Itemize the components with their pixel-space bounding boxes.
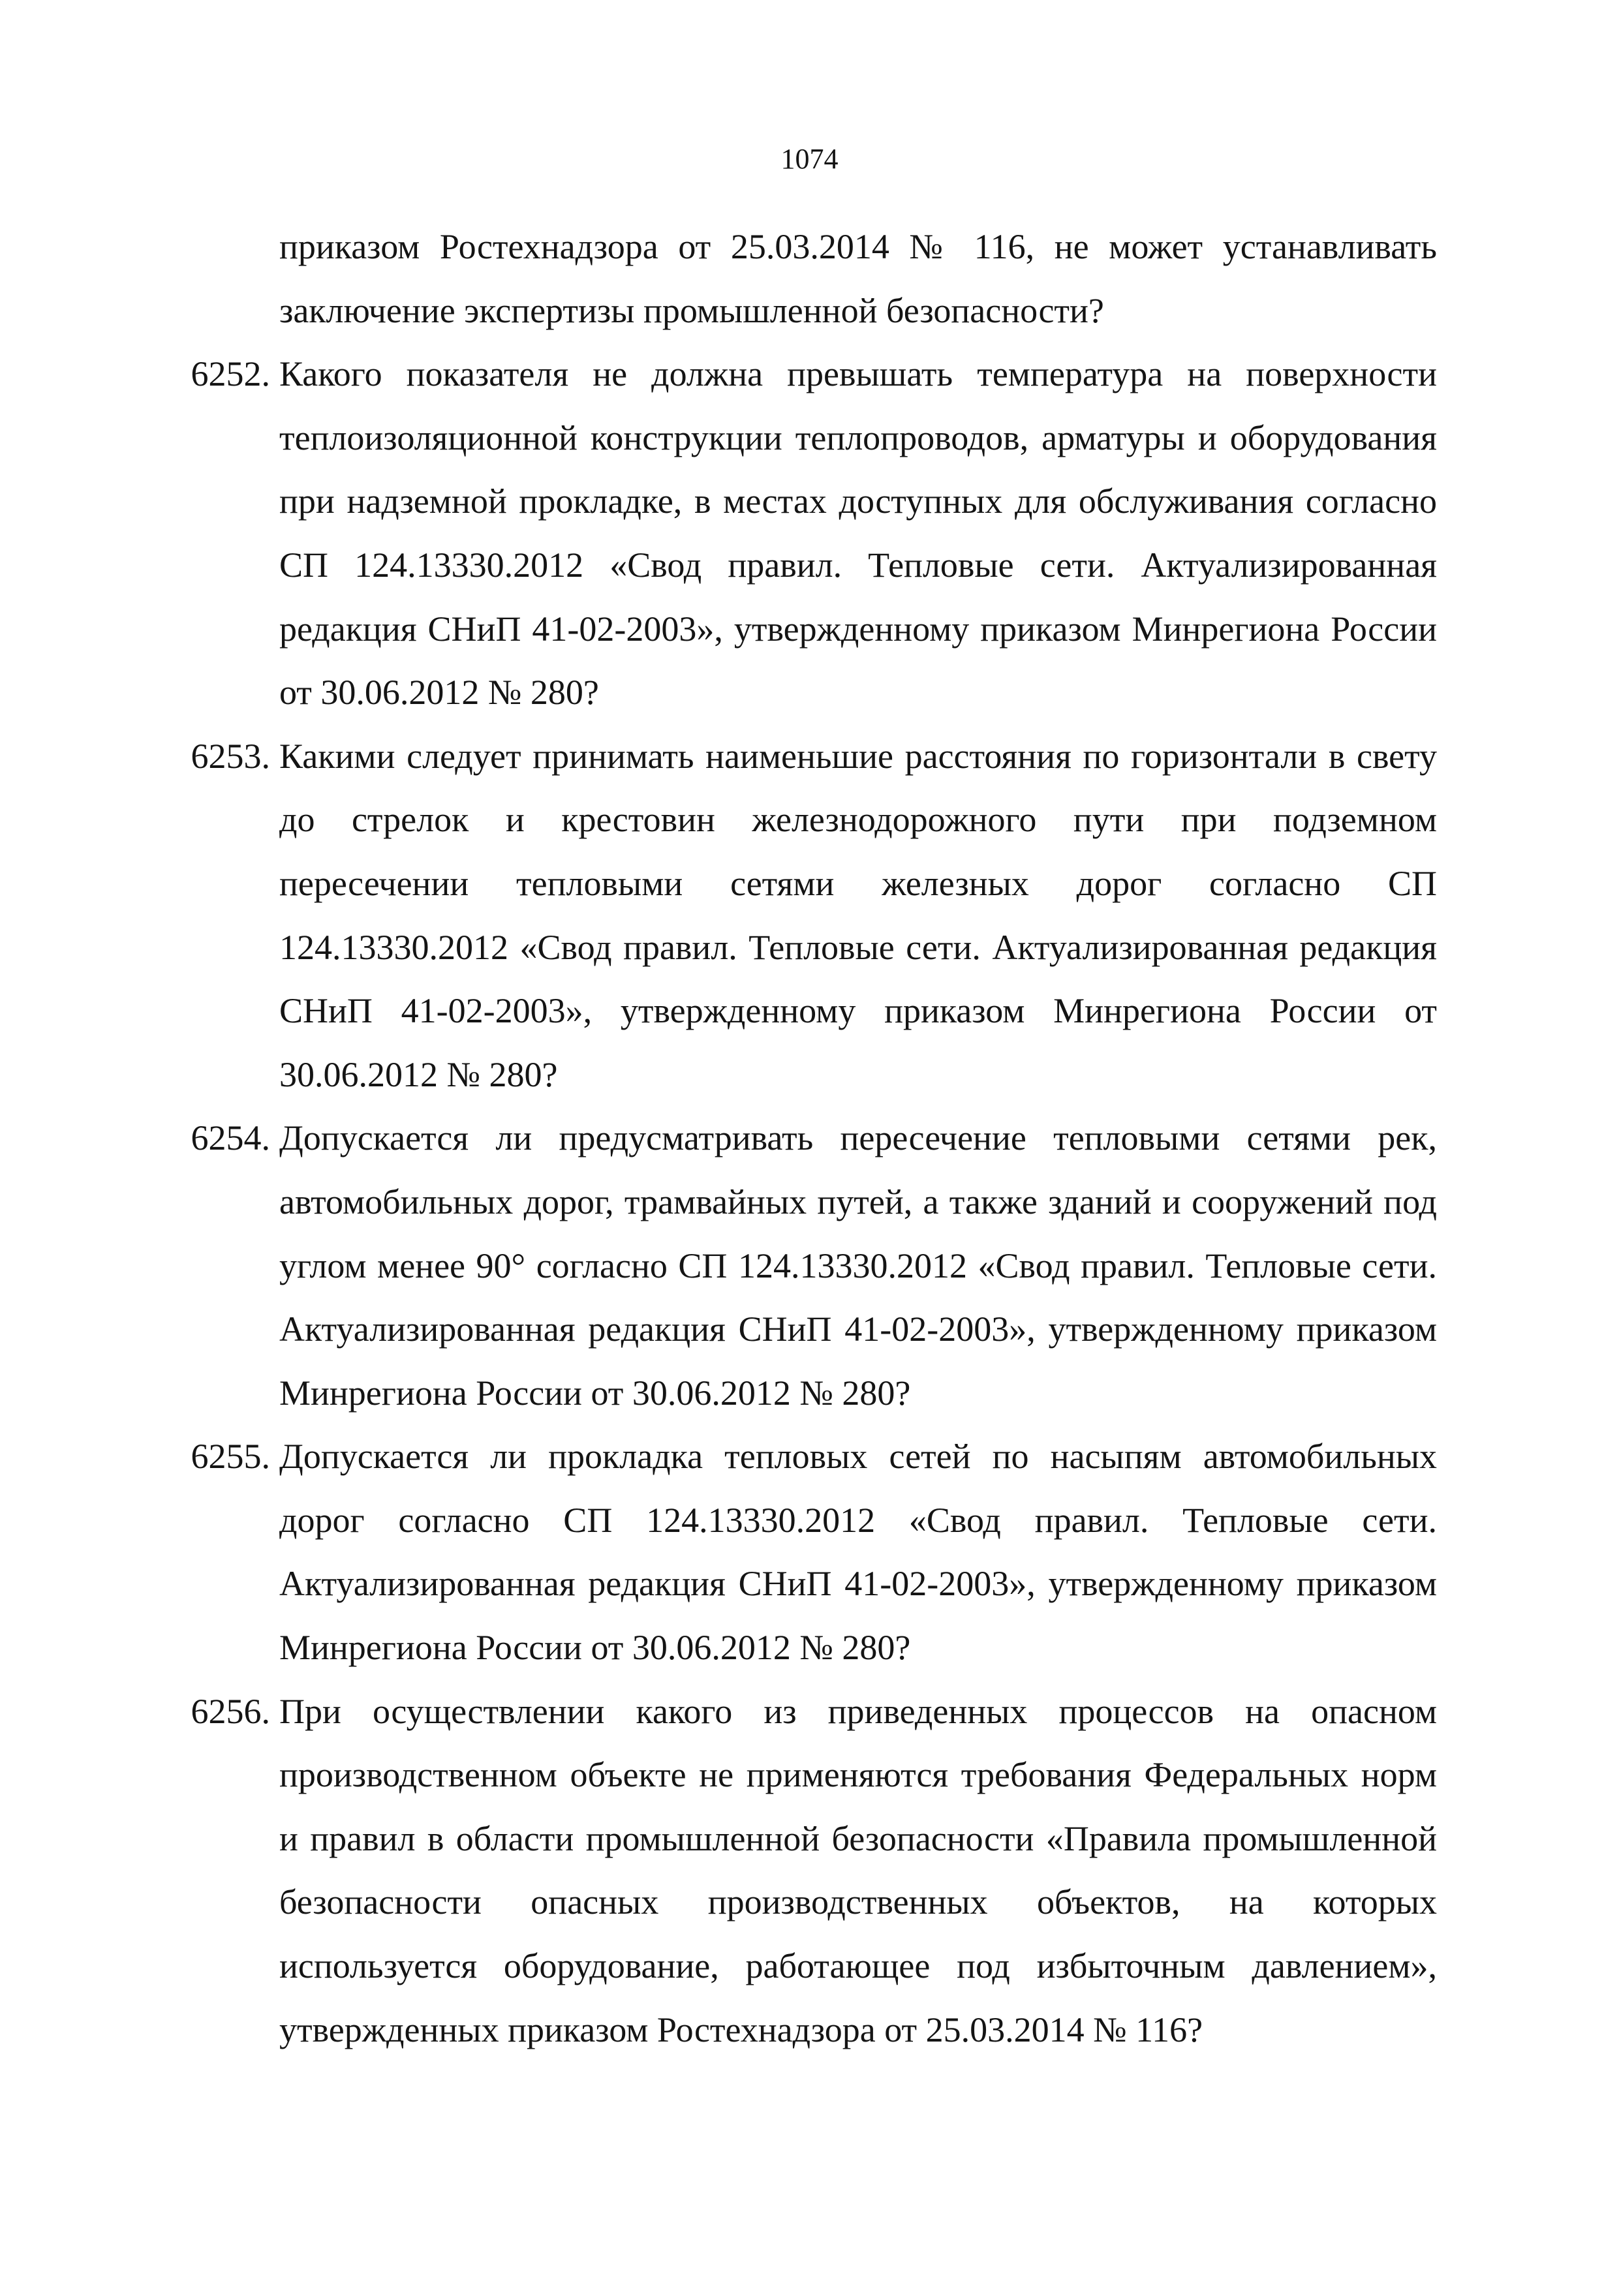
question-number: 6252. xyxy=(191,354,270,394)
question-text: Какого показателя не должна превышать температура на поверхности теплоизоляционной конструкции теплопроводов, арматуры и оборудования при надземной прокладке, в местах доступных для обслуживания согласно СП 124.13330.2012 «Свод правил. Тепловые сети. Актуализированная редакция СНиП 41-02-2003», утвержденному приказом Минрегиона России от 30.06.2012 № 280? xyxy=(279,354,1437,712)
document-body xyxy=(191,215,1437,2062)
question-number: 6256. xyxy=(191,1691,270,1731)
question-text: При осуществлении какого из приведенных процессов на опасном производственном объекте не применяются требования Федеральных норм и правил в области промышленной безопасности «Правила промышленной безопасности опасных производственных объектов, на которых используется оборудование, работающее под избыточным давлением», утвержденных приказом Ростехнадзора от 25.03.2014 № 116? xyxy=(279,1691,1437,2049)
question-item xyxy=(191,343,1437,725)
question-text: Какими следует принимать наименьшие расстояния по горизонтали в свету до стрелок и крестовин железнодорожного пути при подземном пересечении тепловыми сетями железных дорог согласно СП 124.13330.2012 «Свод правил. Тепловые сети. Актуализированная редакция СНиП 41-02-2003», утвержденному приказом Минрегиона России от 30.06.2012 № 280? xyxy=(279,736,1437,1094)
question-number: 6254. xyxy=(191,1118,270,1158)
question-text: Допускается ли прокладка тепловых сетей по насыпям автомобильных дорог согласно СП 124.13330.2012 «Свод правил. Тепловые сети. Актуализированная редакция СНиП 41-02-2003», утвержденному приказом Минрегиона России от 30.06.2012 № 280? xyxy=(279,1437,1437,1668)
question-item xyxy=(191,725,1437,1107)
continuation-paragraph: приказом Ростехнадзора от 25.03.2014 № 116, не может устанавливать заключение экспертизы промышленной безопасности? xyxy=(279,227,1437,330)
question-number: 6253. xyxy=(191,736,270,776)
question-number: 6255. xyxy=(191,1437,270,1477)
question-item xyxy=(191,1680,1437,2062)
question-item xyxy=(191,1425,1437,1679)
page-number: 1074 xyxy=(780,143,839,175)
question-item xyxy=(191,1107,1437,1425)
question-text: Допускается ли предусматривать пересечение тепловыми сетями рек, автомобильных дорог, трамвайных путей, а также зданий и сооружений под углом менее 90° согласно СП 124.13330.2012 «Свод правил. Тепловые сети. Актуализированная редакция СНиП 41-02-2003», утвержденному приказом Минрегиона России от 30.06.2012 № 280? xyxy=(279,1118,1437,1413)
